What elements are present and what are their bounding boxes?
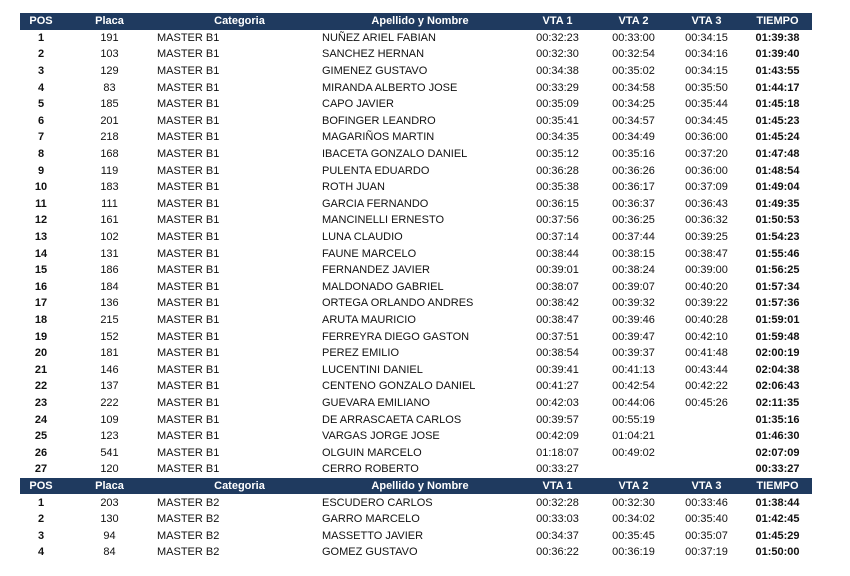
cell-pos: 2 — [37, 513, 45, 526]
cell-vta2: 00:39:47 — [612, 330, 655, 343]
cell-vta1: 00:39:57 — [536, 413, 579, 426]
cell-nombre: CAPO JAVIER — [322, 98, 394, 111]
cell-tiempo: 01:45:23 — [755, 114, 800, 127]
cell-placa: 152 — [100, 330, 119, 343]
table-row — [20, 428, 812, 445]
cell-tiempo: 01:49:35 — [755, 197, 800, 210]
cell-categoria: MASTER B1 — [157, 197, 220, 210]
cell-pos: 20 — [34, 347, 48, 360]
header-vta2: VTA 2 — [597, 13, 670, 30]
header-vta3: VTA 3 — [670, 478, 743, 495]
cell-vta2: 00:39:32 — [612, 297, 655, 310]
table-row — [20, 30, 812, 47]
header-placa: Placa — [62, 13, 157, 30]
cell-vta2: 00:32:30 — [612, 496, 655, 509]
cell-vta2: 00:35:16 — [612, 148, 655, 161]
cell-vta3: 00:39:22 — [685, 297, 728, 310]
cell-vta1: 00:32:28 — [536, 496, 579, 509]
cell-placa: 201 — [100, 114, 119, 127]
cell-vta2: 00:34:58 — [612, 81, 655, 94]
table-row — [20, 229, 812, 246]
cell-tiempo: 01:46:30 — [755, 430, 800, 443]
cell-vta1: 00:37:14 — [536, 231, 579, 244]
cell-tiempo: 02:07:09 — [755, 446, 800, 459]
cell-pos: 1 — [37, 496, 45, 509]
cell-vta3 — [670, 411, 743, 428]
cell-nombre: NUÑEZ ARIEL FABIAN — [322, 31, 436, 44]
cell-tiempo: 01:59:01 — [755, 313, 800, 326]
header-placa: Placa — [62, 478, 157, 495]
cell-nombre: IBACETA GONZALO DANIEL — [322, 148, 468, 161]
table-row — [20, 279, 812, 296]
cell-vta3: 00:45:26 — [685, 396, 728, 409]
cell-nombre: ARUTA MAURICIO — [322, 313, 416, 326]
cell-vta1: 00:37:56 — [536, 214, 579, 227]
cell-pos: 4 — [37, 81, 45, 94]
cell-pos: 1 — [37, 31, 45, 44]
cell-nombre: ESCUDERO CARLOS — [322, 496, 433, 509]
cell-categoria: MASTER B1 — [157, 148, 220, 161]
cell-vta2: 00:36:37 — [612, 197, 655, 210]
cell-vta3: 00:35:40 — [685, 513, 728, 526]
cell-vta1: 00:32:30 — [536, 48, 579, 61]
table-row — [20, 345, 812, 362]
cell-categoria: MASTER B1 — [157, 347, 220, 360]
cell-tiempo: 01:48:54 — [755, 164, 800, 177]
cell-vta1: 01:18:07 — [536, 446, 579, 459]
cell-nombre: ROTH JUAN — [322, 181, 385, 194]
cell-tiempo: 01:59:48 — [755, 330, 800, 343]
cell-tiempo: 01:42:45 — [755, 513, 800, 526]
cell-placa: 103 — [100, 48, 119, 61]
cell-pos: 4 — [37, 546, 45, 559]
header-row — [20, 478, 812, 495]
cell-categoria: MASTER B1 — [157, 131, 220, 144]
cell-nombre: GARRO MARCELO — [322, 513, 420, 526]
cell-categoria: MASTER B1 — [157, 65, 220, 78]
cell-nombre: PEREZ EMILIO — [322, 347, 400, 360]
cell-vta1: 00:35:09 — [536, 98, 579, 111]
table-row — [20, 444, 812, 461]
cell-nombre: FERNANDEZ JAVIER — [322, 264, 430, 277]
table-row — [20, 312, 812, 329]
table-row — [20, 113, 812, 130]
cell-placa: 137 — [100, 380, 119, 393]
cell-vta1: 00:33:29 — [536, 81, 579, 94]
cell-placa: 203 — [100, 496, 119, 509]
cell-vta3 — [670, 461, 743, 478]
cell-placa: 222 — [100, 396, 119, 409]
cell-tiempo: 01:50:00 — [755, 546, 800, 559]
table-row — [20, 262, 812, 279]
cell-nombre: LUNA CLAUDIO — [322, 231, 403, 244]
cell-pos: 26 — [34, 446, 48, 459]
cell-nombre: GOMEZ GUSTAVO — [322, 546, 418, 559]
cell-tiempo: 01:56:25 — [755, 264, 800, 277]
cell-vta2: 00:44:06 — [612, 396, 655, 409]
cell-placa: 215 — [100, 313, 119, 326]
cell-vta3: 00:37:09 — [685, 181, 728, 194]
cell-nombre: GARCIA FERNANDO — [322, 197, 429, 210]
results-body — [20, 13, 812, 561]
cell-tiempo: 01:43:55 — [755, 65, 800, 78]
cell-vta2: 00:41:13 — [612, 363, 655, 376]
table-row — [20, 511, 812, 528]
header-nombre: Apellido y Nombre — [322, 13, 518, 30]
cell-vta2 — [597, 461, 670, 478]
cell-categoria: MASTER B2 — [157, 513, 220, 526]
cell-nombre: OLGUIN MARCELO — [322, 446, 422, 459]
table-row — [20, 461, 812, 478]
table-row — [20, 46, 812, 63]
cell-vta3: 00:35:44 — [685, 98, 728, 111]
cell-vta3: 00:36:43 — [685, 197, 728, 210]
cell-vta1: 00:42:09 — [536, 430, 579, 443]
cell-vta3: 00:41:48 — [685, 347, 728, 360]
cell-vta3: 00:34:45 — [685, 114, 728, 127]
cell-placa: 123 — [100, 430, 119, 443]
cell-vta1: 00:41:27 — [536, 380, 579, 393]
cell-placa: 185 — [100, 98, 119, 111]
cell-tiempo: 01:57:34 — [755, 280, 800, 293]
cell-categoria: MASTER B1 — [157, 231, 220, 244]
cell-tiempo: 00:33:27 — [755, 463, 800, 476]
cell-pos: 13 — [34, 231, 48, 244]
cell-vta2: 00:34:57 — [612, 114, 655, 127]
cell-pos: 27 — [34, 463, 48, 476]
cell-pos: 17 — [34, 297, 48, 310]
cell-vta2: 00:34:25 — [612, 98, 655, 111]
cell-pos: 16 — [34, 280, 48, 293]
cell-nombre: SANCHEZ HERNAN — [322, 48, 425, 61]
header-vta1: VTA 1 — [518, 13, 597, 30]
cell-nombre: FERREYRA DIEGO GASTON — [322, 330, 470, 343]
cell-placa: 146 — [100, 363, 119, 376]
cell-placa: 184 — [100, 280, 119, 293]
cell-tiempo: 02:06:43 — [755, 380, 800, 393]
cell-tiempo: 01:45:29 — [755, 529, 800, 542]
cell-vta2: 00:39:46 — [612, 313, 655, 326]
cell-vta1: 00:36:15 — [536, 197, 579, 210]
table-row — [20, 79, 812, 96]
cell-vta1: 00:37:51 — [536, 330, 579, 343]
cell-pos: 8 — [37, 148, 45, 161]
cell-vta3: 00:42:10 — [685, 330, 728, 343]
cell-vta1: 00:34:37 — [536, 529, 579, 542]
cell-pos: 7 — [37, 131, 45, 144]
cell-tiempo: 01:45:18 — [755, 98, 800, 111]
cell-vta3: 00:40:28 — [685, 313, 728, 326]
header-categoria: Categoria — [157, 13, 322, 30]
cell-pos: 14 — [34, 247, 48, 260]
cell-placa: 120 — [100, 463, 119, 476]
cell-categoria: MASTER B1 — [157, 247, 220, 260]
cell-vta1: 00:38:54 — [536, 347, 579, 360]
cell-vta2: 00:35:45 — [612, 529, 655, 542]
header-vta2: VTA 2 — [597, 478, 670, 495]
cell-vta2: 00:36:25 — [612, 214, 655, 227]
cell-pos: 23 — [34, 396, 48, 409]
cell-categoria: MASTER B2 — [157, 546, 220, 559]
header-vta3: VTA 3 — [670, 13, 743, 30]
cell-vta2: 00:39:37 — [612, 347, 655, 360]
cell-vta1: 00:38:44 — [536, 247, 579, 260]
cell-placa: 168 — [100, 148, 119, 161]
cell-pos: 25 — [34, 430, 48, 443]
cell-vta1: 00:39:01 — [536, 264, 579, 277]
cell-categoria: MASTER B1 — [157, 48, 220, 61]
cell-nombre: MIRANDA ALBERTO JOSE — [322, 81, 458, 94]
cell-pos: 3 — [37, 65, 45, 78]
cell-categoria: MASTER B1 — [157, 363, 220, 376]
table-row — [20, 63, 812, 80]
cell-pos: 5 — [37, 98, 45, 111]
cell-placa: 130 — [100, 513, 119, 526]
table-row — [20, 295, 812, 312]
cell-placa: 136 — [100, 297, 119, 310]
cell-vta1: 00:42:03 — [536, 396, 579, 409]
cell-categoria: MASTER B1 — [157, 214, 220, 227]
cell-placa: 161 — [100, 214, 119, 227]
table-row — [20, 96, 812, 113]
cell-vta3: 00:37:20 — [685, 148, 728, 161]
cell-vta1: 00:34:38 — [536, 65, 579, 78]
cell-vta3: 00:34:15 — [685, 65, 728, 78]
cell-vta1: 00:36:28 — [536, 164, 579, 177]
cell-vta3: 00:34:16 — [685, 48, 728, 61]
cell-vta1: 00:33:27 — [536, 463, 579, 476]
cell-pos: 11 — [35, 197, 47, 210]
table-row — [20, 411, 812, 428]
cell-categoria: MASTER B1 — [157, 396, 220, 409]
cell-nombre: GUEVARA EMILIANO — [322, 396, 430, 409]
cell-nombre: PULENTA EDUARDO — [322, 164, 430, 177]
header-categoria: Categoria — [157, 478, 322, 495]
header-row — [20, 13, 812, 30]
cell-categoria: MASTER B1 — [157, 313, 220, 326]
cell-placa: 541 — [100, 446, 119, 459]
cell-placa: 84 — [103, 546, 116, 559]
cell-placa: 83 — [103, 81, 116, 94]
cell-categoria: MASTER B1 — [157, 380, 220, 393]
cell-nombre: FAUNE MARCELO — [322, 247, 417, 260]
cell-placa: 183 — [100, 181, 119, 194]
header-tiempo: TIEMPO — [743, 478, 812, 495]
cell-placa: 129 — [100, 65, 119, 78]
cell-nombre: CERRO ROBERTO — [322, 463, 419, 476]
cell-vta3: 00:39:25 — [685, 231, 728, 244]
cell-placa: 102 — [100, 231, 119, 244]
cell-categoria: MASTER B1 — [157, 164, 220, 177]
cell-nombre: MASSETTO JAVIER — [322, 529, 424, 542]
cell-placa: 191 — [100, 31, 119, 44]
cell-vta2: 00:36:26 — [612, 164, 655, 177]
table-row — [20, 527, 812, 544]
cell-vta1: 00:33:03 — [536, 513, 579, 526]
cell-nombre: VARGAS JORGE JOSE — [322, 430, 440, 443]
header-nombre: Apellido y Nombre — [322, 478, 518, 495]
cell-pos: 9 — [37, 164, 45, 177]
cell-tiempo: 02:04:38 — [755, 363, 800, 376]
cell-vta1: 00:38:42 — [536, 297, 579, 310]
cell-vta2: 00:34:49 — [612, 131, 655, 144]
cell-vta2: 00:38:15 — [612, 247, 655, 260]
cell-categoria: MASTER B1 — [157, 280, 220, 293]
cell-vta2: 00:49:02 — [612, 446, 655, 459]
cell-vta3: 00:35:07 — [685, 529, 728, 542]
cell-pos: 15 — [34, 264, 48, 277]
table-row — [20, 245, 812, 262]
cell-categoria: MASTER B1 — [157, 264, 220, 277]
cell-vta3: 00:35:50 — [685, 81, 728, 94]
cell-tiempo: 02:00:19 — [755, 347, 800, 360]
cell-vta1: 00:35:12 — [536, 148, 579, 161]
table-row — [20, 395, 812, 412]
cell-vta1: 00:35:38 — [536, 181, 579, 194]
cell-vta3: 00:42:22 — [685, 380, 728, 393]
cell-pos: 10 — [34, 181, 48, 194]
cell-tiempo: 01:35:16 — [755, 413, 800, 426]
cell-tiempo: 01:39:40 — [755, 48, 800, 61]
header-pos: POS — [20, 478, 62, 495]
cell-vta1: 00:38:07 — [536, 280, 579, 293]
cell-pos: 3 — [37, 529, 45, 542]
cell-vta3 — [670, 428, 743, 445]
cell-vta2: 01:04:21 — [612, 430, 655, 443]
table-row — [20, 179, 812, 196]
cell-vta3: 00:33:46 — [685, 496, 728, 509]
cell-categoria: MASTER B2 — [157, 529, 220, 542]
cell-pos: 19 — [34, 330, 48, 343]
cell-vta3: 00:36:00 — [685, 164, 728, 177]
cell-vta1: 00:32:23 — [536, 31, 579, 44]
cell-vta2: 00:42:54 — [612, 380, 655, 393]
table-row — [20, 146, 812, 163]
cell-vta2: 00:55:19 — [612, 413, 655, 426]
cell-nombre: LUCENTINI DANIEL — [322, 363, 423, 376]
cell-placa: 111 — [101, 197, 118, 210]
cell-categoria: MASTER B1 — [157, 31, 220, 44]
cell-nombre: MAGARIÑOS MARTIN — [322, 131, 435, 144]
cell-vta2: 00:36:19 — [612, 546, 655, 559]
table-row — [20, 212, 812, 229]
cell-pos: 12 — [34, 214, 48, 227]
cell-vta3: 00:43:44 — [685, 363, 728, 376]
cell-vta2: 00:38:24 — [612, 264, 655, 277]
header-tiempo: TIEMPO — [743, 13, 812, 30]
table-row — [20, 162, 812, 179]
cell-vta3: 00:37:19 — [685, 546, 728, 559]
cell-vta2: 00:36:17 — [612, 181, 655, 194]
cell-vta3 — [670, 444, 743, 461]
cell-tiempo: 02:11:35 — [755, 396, 800, 409]
cell-vta1: 00:38:47 — [536, 313, 579, 326]
cell-vta2: 00:34:02 — [612, 513, 655, 526]
cell-tiempo: 01:44:17 — [755, 81, 800, 94]
cell-placa: 181 — [100, 347, 119, 360]
cell-placa: 94 — [103, 529, 116, 542]
cell-vta3: 00:39:00 — [685, 264, 728, 277]
cell-categoria: MASTER B1 — [157, 430, 220, 443]
cell-tiempo: 01:45:24 — [755, 131, 800, 144]
table-row — [20, 196, 812, 213]
results-table — [20, 13, 812, 561]
cell-nombre: MANCINELLI ERNESTO — [322, 214, 445, 227]
cell-vta2: 00:39:07 — [612, 280, 655, 293]
table-row — [20, 494, 812, 511]
cell-placa: 186 — [100, 264, 119, 277]
cell-vta1: 00:39:41 — [536, 363, 579, 376]
cell-pos: 24 — [34, 413, 48, 426]
cell-categoria: MASTER B1 — [157, 297, 220, 310]
cell-vta3: 00:38:47 — [685, 247, 728, 260]
cell-tiempo: 01:57:36 — [755, 297, 800, 310]
cell-tiempo: 01:55:46 — [755, 247, 800, 260]
cell-tiempo: 01:50:53 — [755, 214, 800, 227]
cell-categoria: MASTER B1 — [157, 463, 220, 476]
cell-tiempo: 01:47:48 — [755, 148, 800, 161]
cell-vta2: 00:35:02 — [612, 65, 655, 78]
cell-categoria: MASTER B1 — [157, 446, 220, 459]
cell-vta2: 00:37:44 — [612, 231, 655, 244]
cell-nombre: BOFINGER LEANDRO — [322, 114, 436, 127]
cell-vta2: 00:33:00 — [612, 31, 655, 44]
cell-pos: 22 — [34, 380, 48, 393]
cell-categoria: MASTER B1 — [157, 114, 220, 127]
cell-tiempo: 01:49:04 — [755, 181, 800, 194]
table-row — [20, 328, 812, 345]
cell-categoria: MASTER B1 — [157, 181, 220, 194]
table-row — [20, 129, 812, 146]
cell-placa: 119 — [100, 164, 119, 177]
cell-placa: 131 — [100, 247, 119, 260]
cell-categoria: MASTER B1 — [157, 330, 220, 343]
cell-placa: 218 — [100, 131, 119, 144]
cell-nombre: CENTENO GONZALO DANIEL — [322, 380, 476, 393]
cell-nombre: ORTEGA ORLANDO ANDRES — [322, 297, 474, 310]
header-vta1: VTA 1 — [518, 478, 597, 495]
table-row — [20, 378, 812, 395]
cell-vta2: 00:32:54 — [612, 48, 655, 61]
cell-tiempo: 01:39:38 — [755, 31, 800, 44]
cell-placa: 109 — [100, 413, 119, 426]
cell-tiempo: 01:38:44 — [755, 496, 800, 509]
cell-pos: 6 — [37, 114, 45, 127]
cell-nombre: MALDONADO GABRIEL — [322, 280, 444, 293]
cell-nombre: GIMENEZ GUSTAVO — [322, 65, 428, 78]
cell-vta1: 00:35:41 — [536, 114, 579, 127]
cell-vta3: 00:36:32 — [685, 214, 728, 227]
cell-pos: 2 — [37, 48, 45, 61]
cell-vta3: 00:36:00 — [685, 131, 728, 144]
cell-nombre: DE ARRASCAETA CARLOS — [322, 413, 462, 426]
cell-tiempo: 01:54:23 — [755, 231, 800, 244]
table-row — [20, 544, 812, 561]
cell-vta3: 00:40:20 — [685, 280, 728, 293]
cell-vta1: 00:36:22 — [536, 546, 579, 559]
cell-pos: 18 — [34, 313, 48, 326]
cell-vta3: 00:34:15 — [685, 31, 728, 44]
cell-categoria: MASTER B1 — [157, 98, 220, 111]
cell-vta1: 00:34:35 — [536, 131, 579, 144]
cell-categoria: MASTER B1 — [157, 413, 220, 426]
table-row — [20, 361, 812, 378]
cell-pos: 21 — [34, 363, 48, 376]
cell-categoria: MASTER B2 — [157, 496, 220, 509]
header-pos: POS — [20, 13, 62, 30]
cell-categoria: MASTER B1 — [157, 81, 220, 94]
